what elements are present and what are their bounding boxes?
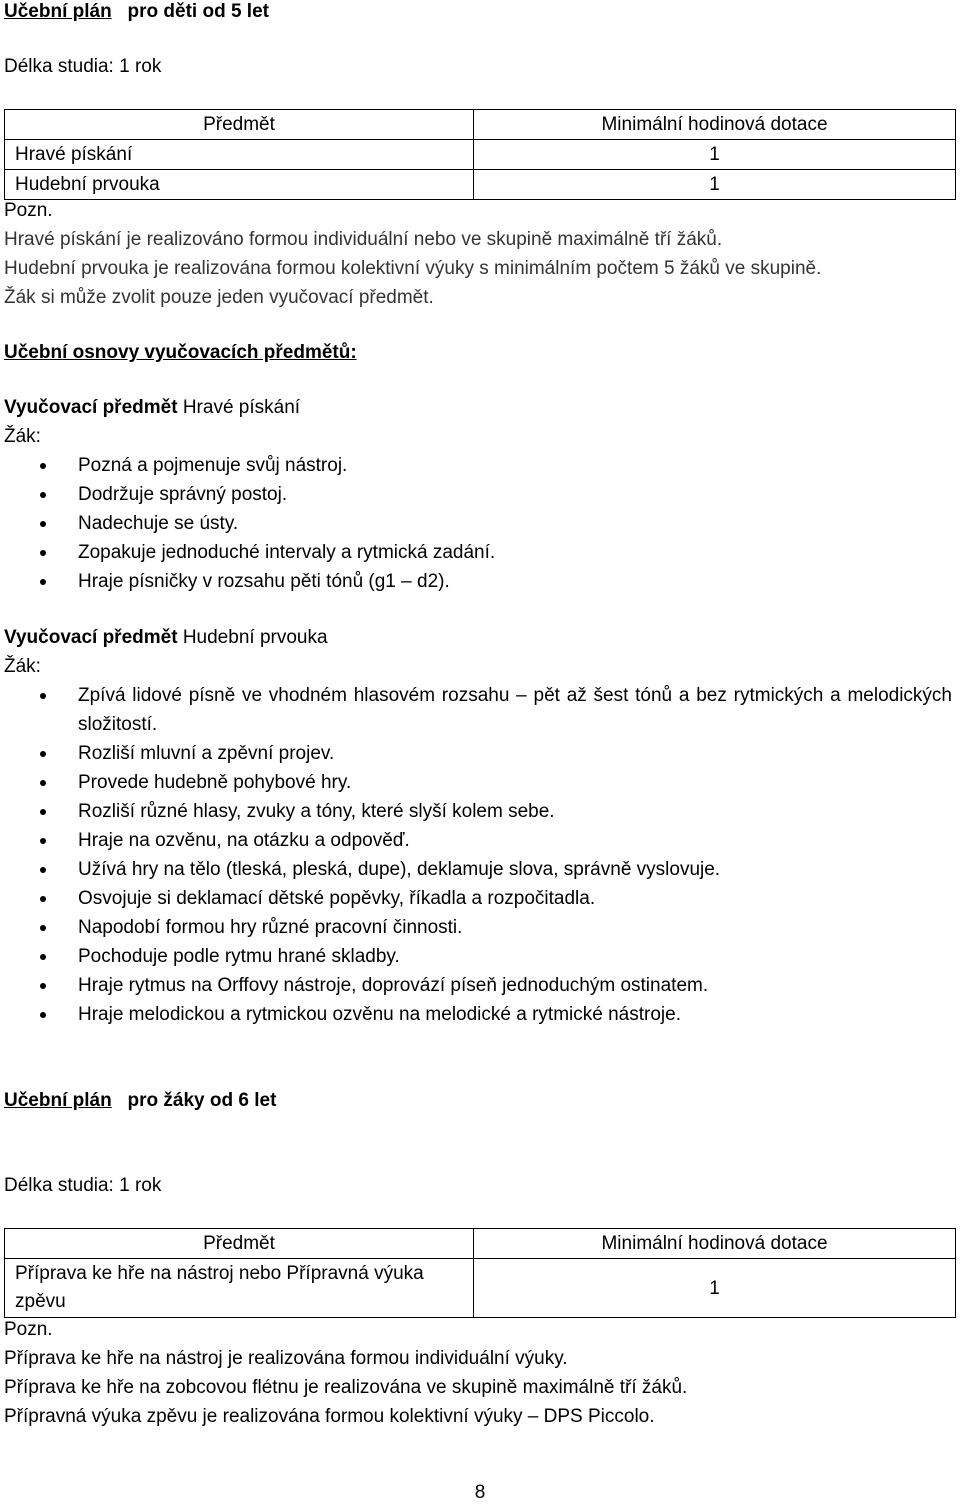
plan2-notes <box>4 1315 687 1431</box>
plan1-notes <box>4 196 821 312</box>
plan1-table-wrap <box>4 109 956 200</box>
list-item: Osvojuje si deklamací dětské popěvky, říkadla a rozpočitadla. <box>4 884 956 913</box>
list-item: Pozná a pojmenuje svůj nástroj. <box>4 451 956 480</box>
subject1-list-wrap <box>4 451 956 596</box>
note-line: Příprava ke hře na zobcovou flétnu je realizována ve skupině maximálně tří žáků. <box>4 1377 688 1398</box>
plan1-title-underlined: Učební plán <box>4 1 112 22</box>
list-item: Zpívá lidové písně ve vhodném hlasovém rozsahu – pět až šest tónů a bez rytmických a melodických složitostí. <box>4 681 956 739</box>
list-item: Hraje písničky v rozsahu pěti tónů (g1 – d2). <box>4 567 956 596</box>
list-item: Provede hudebně pohybové hry. <box>4 768 956 797</box>
curriculum-title: Učební osnovy vyučovacích předmětů: <box>4 342 357 363</box>
list-item: Dodržuje správný postoj. <box>4 480 956 509</box>
subject2-list-wrap <box>4 681 956 1029</box>
note-line: Příprava ke hře na nástroj je realizována formou individuální výuky. <box>4 1348 568 1369</box>
list-item: Nadechuje se ústy. <box>4 509 956 538</box>
table-header-row <box>5 1229 956 1259</box>
note-line: Pozn. <box>4 1319 53 1340</box>
table-cell-subject: Příprava ke hře na nástroj nebo Přípravná výuka zpěvu <box>5 1259 474 1318</box>
pupil-label: Žák: <box>4 426 41 447</box>
note-line: Hudební prvouka je realizována formou kolektivní výuky s minimálním počtem 5 žáků ve skupině. <box>4 258 822 279</box>
table-header-cell: Minimální hodinová dotace <box>474 110 956 140</box>
list-item: Pochoduje podle rytmu hrané skladby. <box>4 942 956 971</box>
table-header-cell: Předmět <box>5 110 474 140</box>
table-cell-hours: 1 <box>474 1259 956 1318</box>
list-item: Hraje rytmus na Orffovy nástroje, doprovází píseň jednoduchým ostinatem. <box>4 971 956 1000</box>
plan1-table <box>4 109 956 200</box>
subject1-outcomes-list <box>4 451 956 596</box>
list-item: Hraje na ozvěnu, na otázku a odpověď. <box>4 826 956 855</box>
plan1-duration: Délka studia: 1 rok <box>4 56 162 77</box>
table-cell-hours: 1 <box>474 140 956 170</box>
subject-label: Vyučovací předmět <box>4 627 178 648</box>
list-item: Zopakuje jednoduché intervaly a rytmická zadání. <box>4 538 956 567</box>
subject1-heading <box>4 393 300 422</box>
table-header-cell: Minimální hodinová dotace <box>474 1229 956 1259</box>
plan1-title-rest: pro děti od 5 let <box>127 1 269 22</box>
note-line: Žák si může zvolit pouze jeden vyučovací předmět. <box>4 287 434 308</box>
page-number: 8 <box>474 1482 486 1503</box>
plan2-title-rest: pro žáky od 6 let <box>127 1090 277 1111</box>
list-item: Rozliší různé hlasy, zvuky a tóny, které slyší kolem sebe. <box>4 797 956 826</box>
note-line: Přípravná výuka zpěvu je realizována formou kolektivní výuky – DPS Piccolo. <box>4 1406 655 1427</box>
table-row <box>5 170 956 200</box>
subject-label: Vyučovací předmět <box>4 397 178 418</box>
plan2-heading <box>4 1086 276 1115</box>
plan2-duration: Délka studia: 1 rok <box>4 1175 162 1196</box>
table-header-cell: Předmět <box>5 1229 474 1259</box>
list-item: Napodobí formou hry různé pracovní činnosti. <box>4 913 956 942</box>
plan2-title-underlined: Učební plán <box>4 1090 112 1111</box>
subject-name: Hravé pískání <box>182 397 301 418</box>
subject-name: Hudební prvouka <box>182 627 328 648</box>
table-row <box>5 1259 956 1318</box>
table-cell-hours: 1 <box>474 170 956 200</box>
plan1-heading <box>4 0 269 26</box>
subject2-outcomes-list <box>4 681 956 1029</box>
note-line: Pozn. <box>4 200 53 221</box>
plan2-table-wrap <box>4 1228 956 1318</box>
subject2-heading <box>4 623 328 652</box>
table-cell-subject: Hudební prvouka <box>5 170 474 200</box>
note-line: Hravé pískání je realizováno formou individuální nebo ve skupině maximálně tří žáků. <box>4 229 723 250</box>
list-item: Rozliší mluvní a zpěvní projev. <box>4 739 956 768</box>
table-cell-subject: Hravé pískání <box>5 140 474 170</box>
table-header-row <box>5 110 956 140</box>
list-item: Užívá hry na tělo (tleská, pleská, dupe), deklamuje slova, správně vyslovuje. <box>4 855 956 884</box>
pupil-label: Žák: <box>4 656 41 677</box>
plan2-table <box>4 1228 956 1318</box>
table-row <box>5 140 956 170</box>
list-item: Hraje melodickou a rytmickou ozvěnu na melodické a rytmické nástroje. <box>4 1000 956 1029</box>
